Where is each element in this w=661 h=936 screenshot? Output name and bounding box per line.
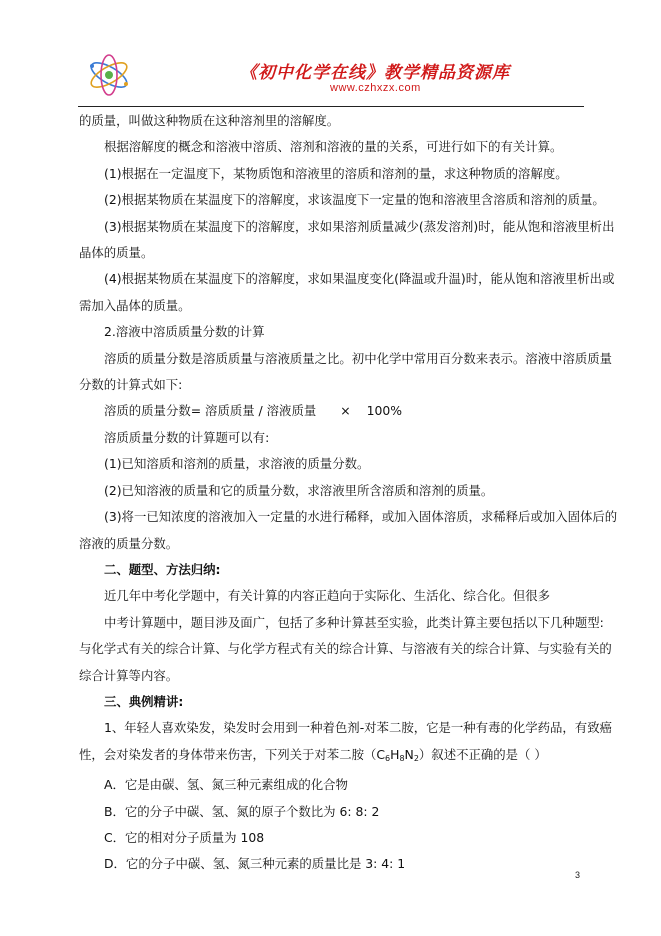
text-line: 溶质的质量分数是溶质质量与溶液质量之比。初中化学中常用百分数来表示。溶液中溶质质量 <box>104 350 613 366</box>
option-d: D．它的分子中碳、氢、氮三种元素的质量比是 3: 4: 1 <box>104 856 406 872</box>
option-a: A．它是由碳、氢、氮三种元素组成的化合物 <box>104 777 348 793</box>
text-line: 近几年中考化学题中，有关计算的内容正趋向于实际化、生活化、综合化。但很多 <box>104 588 551 604</box>
text-line: 综合计算等内容。 <box>79 667 179 683</box>
section-heading-methods: 二、题型、方法归纳: <box>104 561 221 577</box>
option-b: B．它的分子中碳、氢、氮的原子个数比为 6: 8: 2 <box>104 803 380 819</box>
mass-fraction-formula <box>79 398 583 424</box>
option-c: C．它的相对分子质量为 108 <box>104 829 265 845</box>
text-line: 需加入晶体的质量。 <box>79 297 191 313</box>
header-title: 《初中化学在线》教学精品资源库 <box>240 63 510 83</box>
text-line: 根据溶解度的概念和溶液中溶质、溶剂和溶液的量的关系，可进行如下的有关计算。 <box>104 139 563 155</box>
text-line: 与化学式有关的综合计算、与化学方程式有关的综合计算、与溶液有关的综合计算、与实验有关的 <box>79 641 612 657</box>
text-line: 溶液的质量分数。 <box>79 535 179 551</box>
text-line: (2)根据某物质在某温度下的溶解度，求该温度下一定量的饱和溶液里含溶质和溶剂的质量。 <box>104 192 605 208</box>
text-line: (4)根据某物质在某温度下的溶解度，求如果温度变化(降温或升温)时，能从饱和溶液里析出或 <box>104 271 615 287</box>
text-line: (1)根据在一定温度下，某物质饱和溶液里的溶质和溶剂的量，求这种物质的溶解度。 <box>104 165 568 181</box>
subsection-title: 2.溶液中溶质质量分数的计算 <box>104 324 265 340</box>
section-heading-examples: 三、典例精讲: <box>104 693 184 709</box>
page-number: 3 <box>575 870 581 880</box>
text-line: (3)根据某物质在某温度下的溶解度，求如果溶剂质量减少(蒸发溶剂)时，能从饱和溶液里析出 <box>104 218 615 234</box>
page-content <box>79 108 618 878</box>
text-line: 溶质质量分数的计算题可以有: <box>104 429 270 445</box>
text-line: 的质量，叫做这种物质在这种溶剂里的溶解度。 <box>79 113 340 128</box>
text-line: 晶体的质量。 <box>79 245 154 261</box>
page-header <box>78 48 584 107</box>
question-line: 性，会对染发者的身体带来伤害，下列关于对苯二胺$(C_6H_8N_2)$叙述不正确的是（ ） <box>79 746 547 763</box>
text-line: (1)已知溶质和溶剂的质量，求溶液的质量分数。 <box>104 456 370 472</box>
formula-expression: 溶质的质量分数= 溶质质量 / 溶液质量 <box>104 403 317 419</box>
text-line: (3)将一已知浓度的溶液加入一定量的水进行稀释，或加入固体溶质，求稀释后或加入固体后的 <box>104 509 618 525</box>
atom-logo-icon <box>84 52 134 98</box>
text-line: 分数的计算式如下: <box>79 377 183 393</box>
text-line: 中考计算题中，题目涉及面广，包括了多种计算甚至实验，此类计算主要包括以下几种题型: <box>104 614 604 630</box>
header-url: www.czhxzx.com <box>330 82 421 94</box>
formula-percent: 100% <box>366 403 403 419</box>
formula-times: × <box>340 403 351 419</box>
text-line: (2)已知溶液的质量和它的质量分数，求溶液里所含溶质和溶剂的质量。 <box>104 482 494 498</box>
question-line: 1、年轻人喜欢染发，染发时会用到一种着色剂-对苯二胺，它是一种有毒的化学药品，有致癌 <box>104 720 612 736</box>
